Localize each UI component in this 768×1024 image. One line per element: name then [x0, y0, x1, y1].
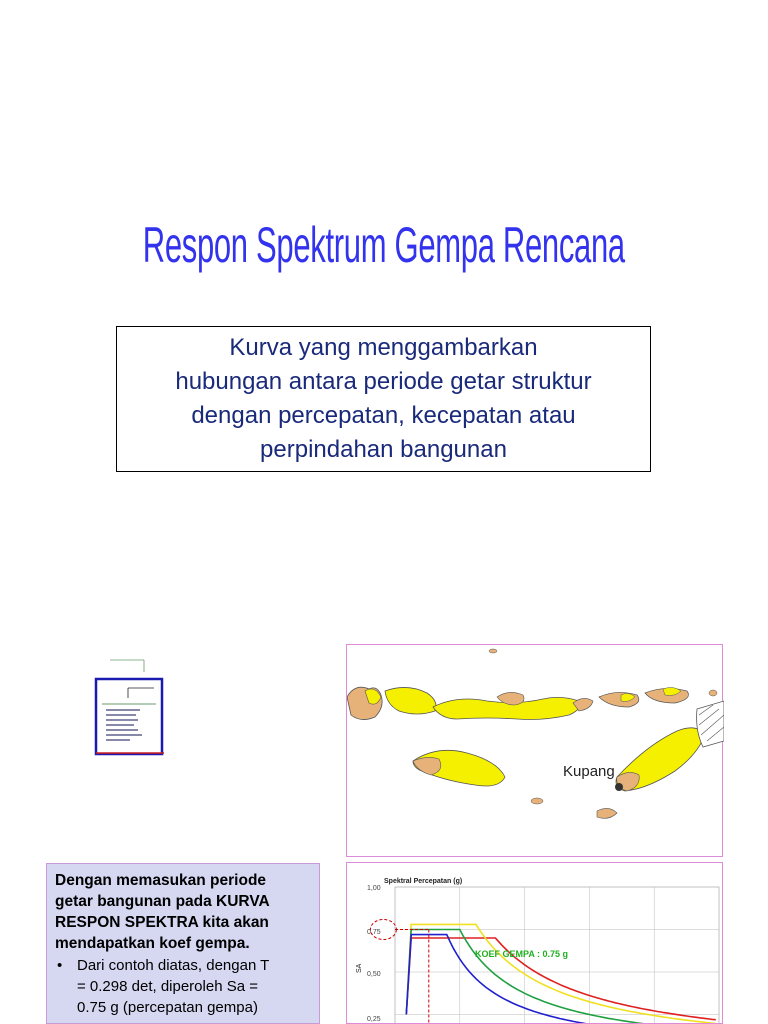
definition-line: Kurva yang menggambarkan	[229, 334, 538, 361]
explanation-heading-line: RESPON SPEKTRA kita akan	[55, 914, 269, 931]
bullet-line: Dari contoh diatas, dengan T	[77, 957, 270, 974]
map-drawing	[347, 645, 724, 858]
explanation-heading-line: getar bangunan pada KURVA	[55, 893, 270, 910]
response-spectrum-chart	[346, 862, 723, 1024]
definition-line: hubungan antara periode getar struktur	[175, 368, 592, 395]
chart-y-tick: 0,75	[367, 929, 381, 936]
bullet-dot: •	[57, 957, 63, 974]
chart-y-tick: 0,25	[367, 1016, 381, 1023]
definition-line: perpindahan bangunan	[260, 436, 507, 463]
definition-text	[175, 331, 591, 467]
slide-title: Respon Spektrum Gempa Rencana	[142, 217, 626, 273]
definition-line: dengan percepatan, kecepatan atau	[191, 402, 576, 429]
bullet-text	[77, 955, 269, 1018]
map-city-label: Kupang	[563, 763, 615, 780]
chart-title: Spektral Percepatan (g)	[384, 878, 463, 885]
definition-box	[116, 326, 651, 472]
chart-annotation: KOEF GEMPA : 0.75 g	[475, 949, 569, 959]
explanation-box	[46, 863, 320, 1024]
chart-svg	[347, 863, 723, 1024]
bullet-line: = 0.298 det, diperoleh Sa =	[77, 978, 258, 995]
chart-y-tick: 1,00	[367, 885, 381, 892]
structure-frame-drawing	[92, 648, 172, 758]
chart-y-axis-label: SA	[356, 963, 363, 973]
structure-frame-figure	[92, 648, 172, 758]
explanation-heading-line: Dengan memasukan periode	[55, 872, 267, 889]
explanation-heading-line: mendapatkan koef gempa.	[55, 935, 250, 952]
slide-title-wrap	[0, 210, 768, 280]
bullet-line: 0.75 g (percepatan gempa)	[77, 999, 258, 1016]
chart-y-tick: 0,50	[367, 971, 381, 978]
explanation-bullet	[55, 955, 313, 1018]
seismic-zone-map	[346, 644, 723, 857]
